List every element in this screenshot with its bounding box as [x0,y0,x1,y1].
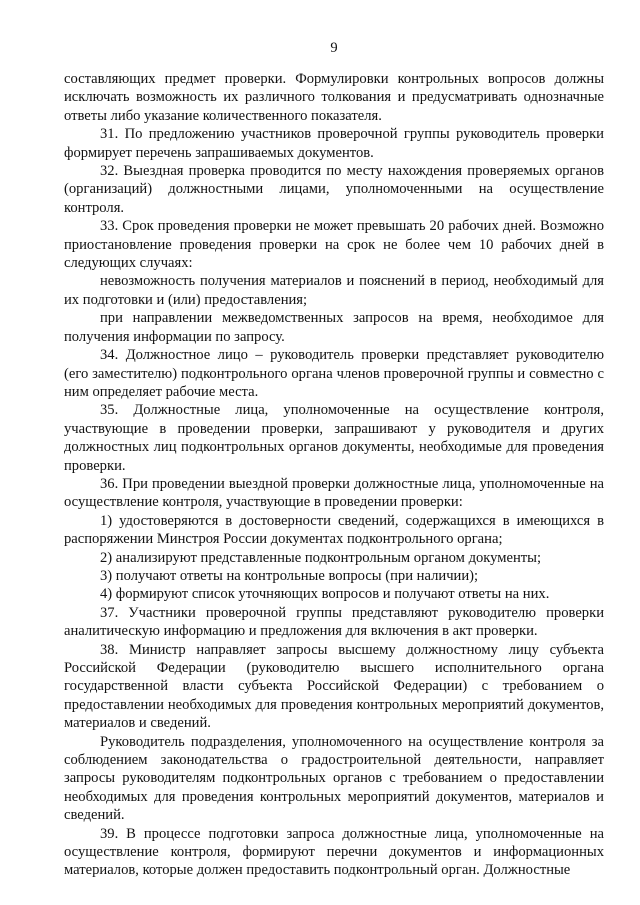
paragraph: 37. Участники проверочной группы представляют руководителю проверки аналитическую информацию и предложения для включения в акт проверки. [64,604,604,640]
paragraph: невозможность получения материалов и пояснений в период, необходимый для их подготовки и (или) предоставления; [64,273,604,308]
paragraph: Руководитель подразделения, уполномоченного на осуществление контроля за соблюдением законодательства о градостроительной деятельности, направляет запросы руководителям подконтрольных органов с требованием о предоставлении необходимых для проведения контрольных мероприятий документов, материалов и сведений. [64,733,604,824]
paragraph: 33. Срок проведения проверки не может превышать 20 рабочих дней. Возможно приостановление проведения проверки на срок не более чем 10 рабочих дней в следующих случаях: [64,218,604,272]
paragraph: 39. В процессе подготовки запроса должностные лица, уполномоченные на осуществление контроля, формируют перечни документов и информационных материалов, которые должен предоставить подконтрольный орган. Должностные [64,825,604,879]
paragraph: 3) получают ответы на контрольные вопросы (при наличии); [100,567,479,584]
paragraph: при направлении межведомственных запросов на время, необходимое для получения информации по запросу. [64,310,604,345]
paragraph: 31. По предложению участников проверочной группы руководитель проверки формирует перечень запрашиваемых документов. [64,126,604,161]
paragraph: 2) анализируют представленные подконтрольным органом документы; [100,549,542,566]
paragraph: 1) удостоверяются в достоверности сведений, содержащихся в имеющихся в распоряжении Минстроя России документах подконтрольного органа; [64,512,604,548]
paragraph: 32. Выездная проверка проводится по месту нахождения проверяемых органов (организаций) должностными лицами, уполномоченными на осуществление контроля. [64,163,604,216]
paragraph: 4) формируют список уточняющих вопросов и получают ответы на них. [100,586,550,603]
paragraph: составляющих предмет проверки. Формулировки контрольных вопросов должны исключать возможность их различного толкования и предусматривать однозначные ответы либо указание количественного показателя. [64,71,604,124]
paragraph: 34. Должностное лицо – руководитель проверки представляет руководителю (его заместителю) подконтрольного органа членов проверочной группы и совместно с ним определяет рабочие места. [64,347,604,400]
paragraph: 35. Должностные лица, уполномоченные на осуществление контроля, участвующие в проведении проверки, запрашивают у руководителя и других должностных лиц подконтрольных органов документы, необходимые для проведения проверки. [64,402,604,474]
paragraph: 36. При проведении выездной проверки должностные лица, уполномоченные на осуществление контроля, участвующие в проведении проверки: [64,475,604,511]
page-number: 9 [330,40,338,56]
document-body [64,70,604,880]
paragraph: 38. Министр направляет запросы высшему должностному лицу субъекта Российской Федерации (руководителю высшего исполнительного органа государственной власти субъекта Российской Федерации) с требованием о предоставлении необходимых для проведения контрольных мероприятий документов, материалов и сведений. [64,641,604,732]
